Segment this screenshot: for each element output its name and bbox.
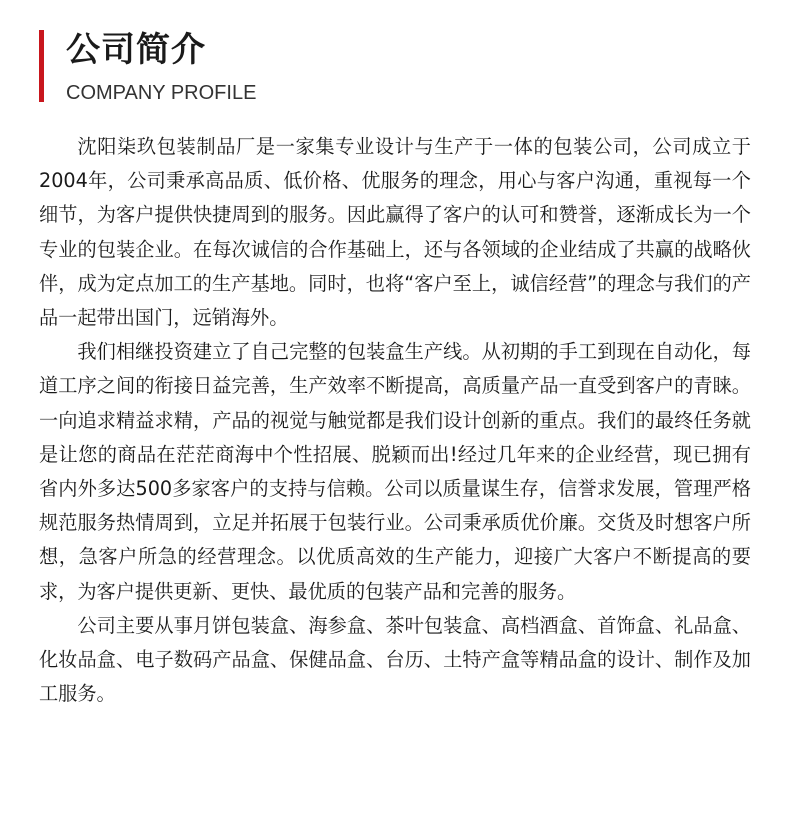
company-profile-body [39,130,751,711]
page-subtitle: COMPANY PROFILE [66,82,257,104]
section-header [39,30,256,102]
profile-paragraph: 沈阳柒玖包装制品厂是一家集专业设计与生产于一体的包装公司，公司成立于2004年，公司秉承高品质、低价格、优服务的理念，用心与客户沟通，重视每一个细节，为客户提供快捷周到的服务。因此赢得了客户的认可和赞誉，逐渐成长为一个专业的包装企业。在每次诚信的合作基础上，还与各领域的企业结成了共赢的战略伙伴，成为定点加工的生产基地。同时，也将“客户至上，诚信经营”的理念与我们的产品一起带出国门，远销海外。 [39,135,751,330]
profile-paragraph: 我们相继投资建立了自己完整的包装盒生产线。从初期的手工到现在自动化，每道工序之间的衔接日益完善，生产效率不断提高，高质量产品一直受到客户的青睐。一向追求精益求精，产品的视觉与触觉都是我们设计创新的重点。我们的最终任务就是让您的商品在茫茫商海中个性招展、脱颖而出!经过几年来的企业经营，现已拥有省内外多达500多家客户的支持与信赖。公司以质量谋生存，信誉求发展，管理严格规范服务热情周到，立足并拓展于包装行业。公司秉承质优价廉。交货及时想客户所想，急客户所急的经营理念。以优质高效的生产能力，迎接广大客户不断提高的要求，为客户提供更新、更快、最优质的包装产品和完善的服务。 [39,340,751,603]
page-title: 公司简介 [66,30,206,70]
profile-paragraph: 公司主要从事月饼包装盒、海参盒、茶叶包装盒、高档酒盒、首饰盒、礼品盒、化妆品盒、电子数码产品盒、保健品盒、台历、土特产盒等精品盒的设计、制作及加工服务。 [39,613,751,706]
